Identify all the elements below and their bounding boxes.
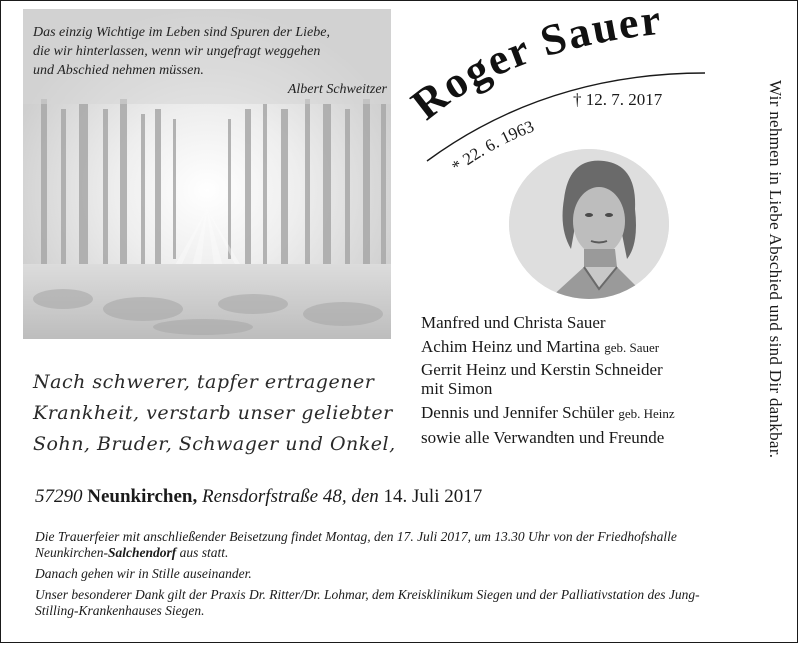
script-line: Nach schwerer, tapfer ertragener bbox=[33, 371, 375, 393]
family-line: mit Simon bbox=[421, 379, 493, 398]
deceased-name bbox=[402, 1, 665, 129]
funeral-info-end: aus statt. bbox=[176, 545, 229, 560]
address-city: Neunkirchen, bbox=[87, 486, 198, 507]
family-line: Gerrit Heinz und Kerstin Schneider bbox=[421, 360, 663, 379]
funeral-info bbox=[35, 529, 735, 561]
quote bbox=[33, 23, 383, 80]
forest-image bbox=[23, 9, 391, 339]
quote-line: die wir hinterlassen, wenn wir ungefragt weggehen bbox=[33, 44, 321, 59]
portrait-illustration bbox=[509, 149, 669, 299]
family-line-maiden: geb. Heinz bbox=[618, 406, 675, 421]
script-line: Krankheit, verstarb unser geliebter bbox=[33, 402, 393, 424]
family-line-main: Achim Heinz und Martina bbox=[421, 337, 600, 356]
life-dates bbox=[448, 117, 536, 177]
silence-note: Danach gehen wir in Stille auseinander. bbox=[35, 566, 252, 581]
address-zip: 57290 bbox=[35, 486, 83, 507]
family-line-maiden: geb. Sauer bbox=[604, 340, 660, 355]
thanks-note: Unser besonderer Dank gilt der Praxis Dr. Ritter/Dr. Lohmar, dem Kreisklinikum Siegen und der Palliativstation des Jung-Stilling-Krankenhauses Siegen. bbox=[35, 587, 700, 618]
family-line: Manfred und Christa Sauer bbox=[421, 313, 606, 332]
address-date: 14. Juli 2017 bbox=[383, 486, 483, 507]
quote-author: Albert Schweitzer bbox=[287, 82, 387, 97]
quote-line: und Abschied nehmen müssen. bbox=[33, 63, 204, 78]
family-line bbox=[421, 401, 741, 426]
birth-date: * 22. 6. 1963 bbox=[448, 116, 537, 177]
funeral-location: Salchendorf bbox=[107, 545, 177, 560]
deceased-name-path: Roger Sauer bbox=[402, 1, 665, 130]
vertical-farewell-text: Wir nehmen in Liebe Abschied und sind Dir dankbar. bbox=[766, 80, 785, 459]
family-line bbox=[421, 335, 741, 360]
quote-line: Das einzig Wichtige im Leben sind Spuren der Liebe, bbox=[33, 25, 330, 40]
funeral-notes bbox=[35, 529, 735, 624]
script-line: Sohn, Bruder, Schwager und Onkel, bbox=[33, 433, 396, 455]
family-line-main: Dennis und Jennifer Schüler bbox=[421, 403, 615, 422]
script-text bbox=[33, 367, 396, 460]
death-date: † 12. 7. 2017 bbox=[573, 90, 663, 109]
family-list bbox=[421, 311, 741, 450]
family-line: sowie alle Verwandten und Freunde bbox=[421, 428, 665, 447]
address-street: Rensdorfstraße 48, den bbox=[201, 486, 379, 507]
funeral-info-text: Die Trauerfeier mit anschließender Beisetzung findet Montag, den 17. Juli 2017, um 13.30 Uhr von der Friedhofshalle Neunkirchen- bbox=[35, 529, 677, 560]
address-line bbox=[35, 486, 482, 508]
portrait-photo bbox=[509, 149, 669, 299]
